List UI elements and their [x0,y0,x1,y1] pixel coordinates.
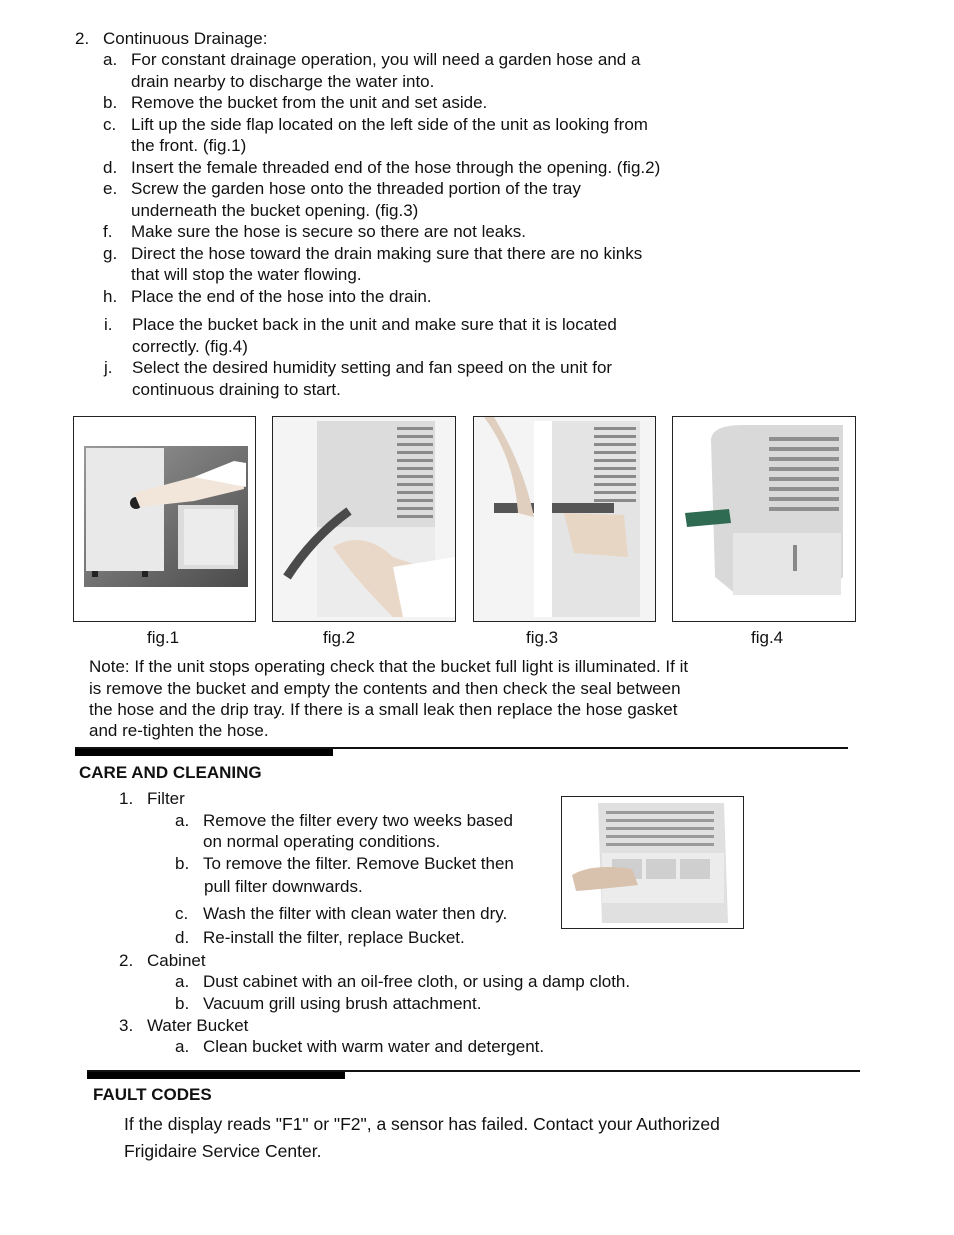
list-item-line: Place the bucket back in the unit and make sure that it is located [132,315,617,334]
list-item-line: Clean bucket with warm water and detergent. [203,1037,545,1056]
note-line: and re-tighten the hose. [89,721,269,740]
list-item-line: Wash the filter with clean water then dry. [203,904,508,923]
list-marker: i. [104,315,113,334]
list-item-line: Screw the garden hose onto the threaded portion of the tray [131,179,581,198]
list-item-line: To remove the filter. Remove Bucket then [203,854,514,873]
list-item-line: drain nearby to discharge the water into. [131,72,435,91]
figure-caption: fig.3 [526,628,559,647]
list-marker: h. [103,287,118,306]
list-item-line: Direct the hose toward the drain making sure that there are no kinks [131,244,643,263]
list-item-line: Re-install the filter, replace Bucket. [203,928,465,947]
subsection-title: Water Bucket [147,1016,249,1035]
note-line: is remove the bucket and empty the contents and then check the seal between [89,679,681,698]
note-line: Note: If the unit stops operating check that the bucket full light is illuminated. If it [89,657,689,676]
figure-caption: fig.4 [751,628,784,647]
list-marker: c. [103,115,117,134]
list-item-line: on normal operating conditions. [203,832,441,851]
section-heading: FAULT CODES [93,1085,212,1104]
list-item-line: continuous draining to start. [132,380,341,399]
list-marker: f. [103,222,113,241]
list-marker: d. [175,928,190,947]
list-marker: a. [175,811,190,830]
list-marker: a. [175,972,190,991]
list-item-line: that will stop the water flowing. [131,265,362,284]
list-item-line: correctly. (fig.4) [132,337,248,356]
list-item-line: underneath the bucket opening. (fig.3) [131,201,419,220]
list-marker: d. [103,158,118,177]
list-item-line: Lift up the side flap located on the left side of the unit as looking from [131,115,648,134]
figure-1-photo [73,416,256,622]
fault-line: Frigidaire Service Center. [124,1141,322,1161]
section-title: Continuous Drainage: [103,29,268,48]
section-divider-bar [87,1072,345,1079]
list-marker: e. [103,179,118,198]
list-marker: b. [175,994,190,1013]
figure-2-photo [272,416,456,622]
list-item-line: pull filter downwards. [204,877,363,896]
list-marker: b. [175,854,190,873]
list-item-line: Place the end of the hose into the drain. [131,287,432,306]
section-divider-bar [75,749,333,756]
subsection-title: Cabinet [147,951,206,970]
list-marker: b. [103,93,118,112]
figure-3-photo [473,416,656,622]
list-item-line: Dust cabinet with an oil-free cloth, or using a damp cloth. [203,972,631,991]
figure-4-photo [672,416,856,622]
list-item-line: Insert the female threaded end of the hose through the opening. (fig.2) [131,158,661,177]
list-marker: a. [103,50,118,69]
filter-removal-photo [561,796,744,929]
subsection-title: Filter [147,789,185,808]
section-number: 1. [119,789,134,808]
list-item-line: Make sure the hose is secure so there are not leaks. [131,222,526,241]
list-item-line: the front. (fig.1) [131,136,247,155]
section-number: 2. [75,29,90,48]
section-number: 2. [119,951,134,970]
figure-caption: fig.1 [147,628,180,647]
list-item-line: Select the desired humidity setting and fan speed on the unit for [132,358,613,377]
fault-line: If the display reads "F1" or "F2", a sensor has failed. Contact your Authorized [124,1114,720,1134]
list-item-line: Remove the filter every two weeks based [203,811,513,830]
list-marker: g. [103,244,118,263]
list-item-line: For constant drainage operation, you will need a garden hose and a [131,50,641,69]
list-marker: a. [175,1037,190,1056]
list-item-line: Vacuum grill using brush attachment. [203,994,482,1013]
figure-caption: fig.2 [323,628,356,647]
note-line: the hose and the drip tray. If there is a small leak then replace the hose gasket [89,700,678,719]
section-number: 3. [119,1016,134,1035]
section-heading: CARE AND CLEANING [79,763,262,782]
list-marker: c. [175,904,189,923]
list-item-line: Remove the bucket from the unit and set aside. [131,93,488,112]
list-marker: j. [104,358,113,377]
